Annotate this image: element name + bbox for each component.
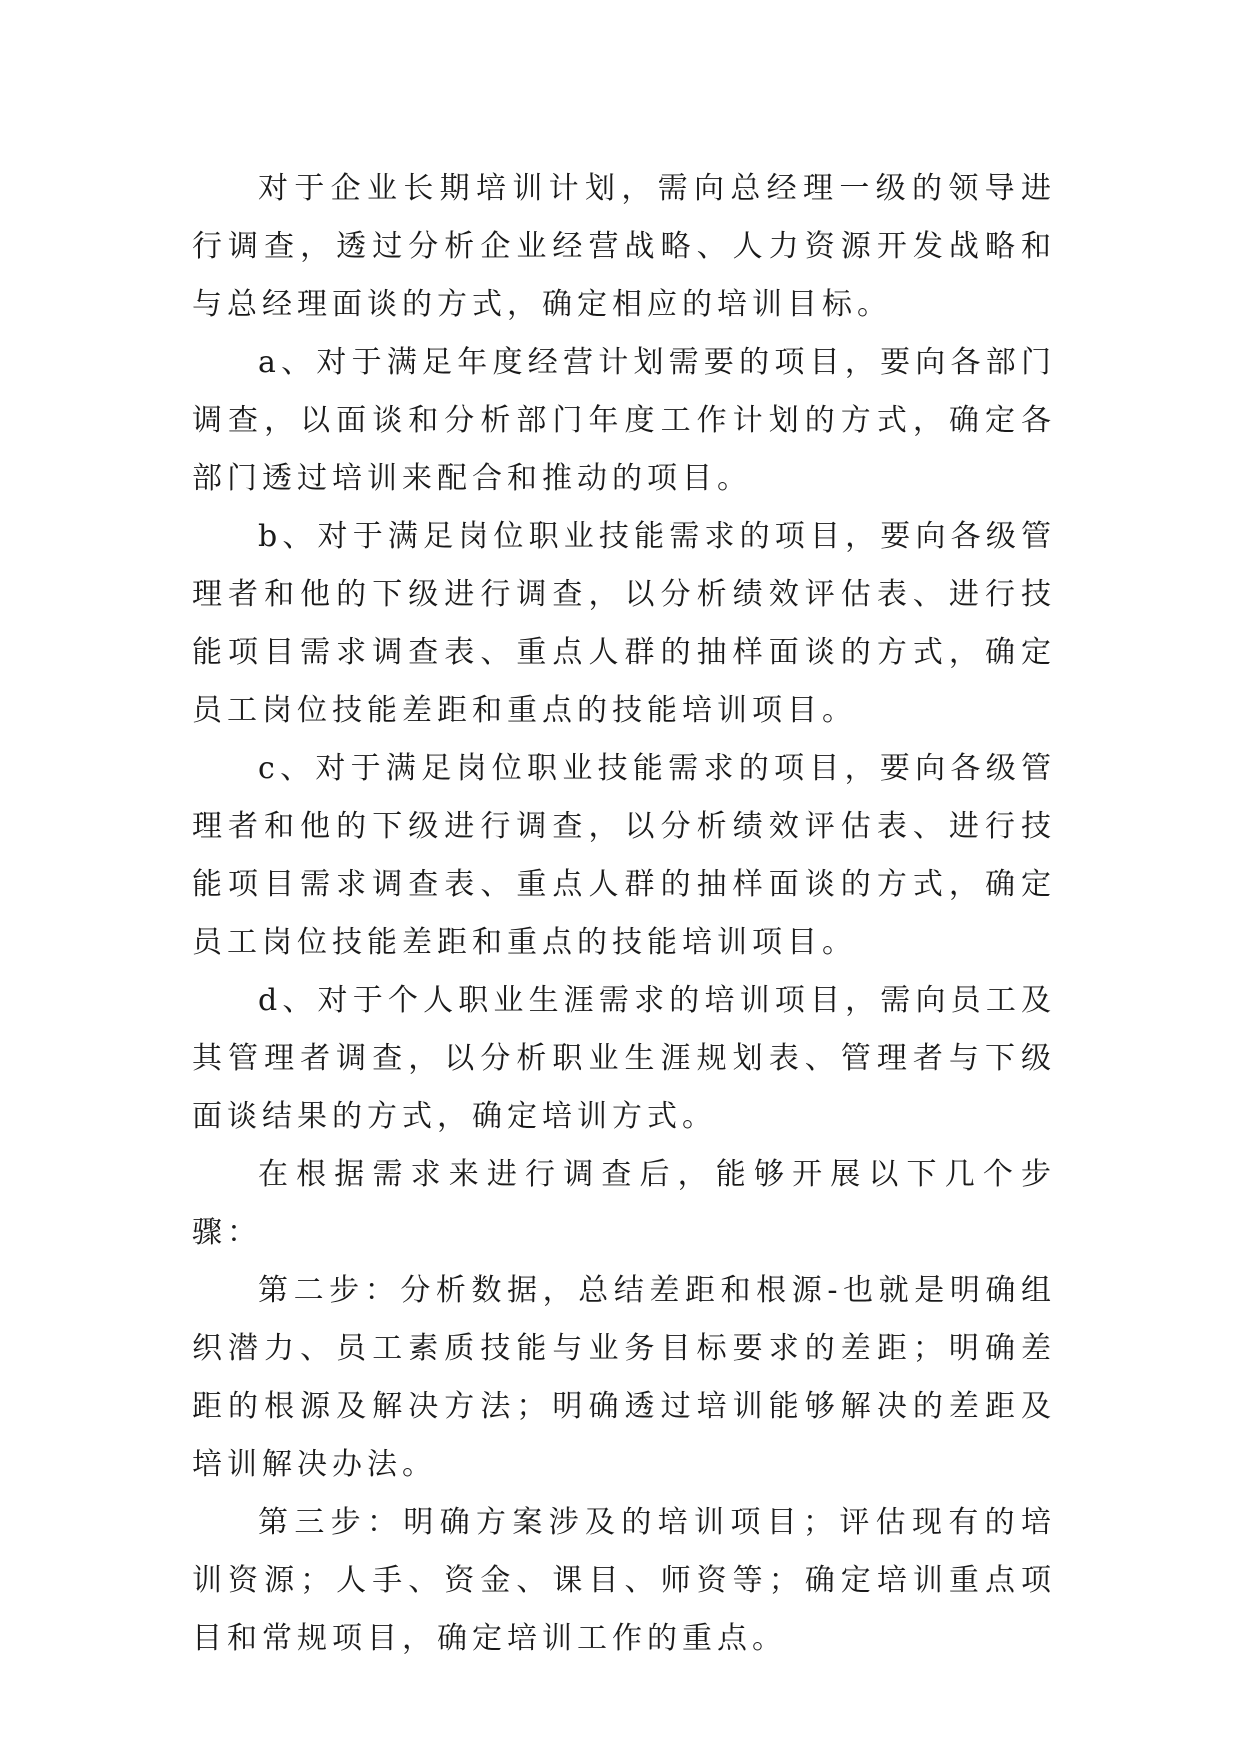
paragraph-long-term-plan: 对于企业长期培训计划，需向总经理一级的领导进行调查，透过分析企业经营战略、人力资源开发战略和与总经理面谈的方式，确定相应的培训目标。 bbox=[192, 171, 1056, 322]
paragraph-item-c: c、对于满足岗位职业技能需求的项目，要向各级管理者和他的下级进行调查，以分析绩效评估表、进行技能项目需求调查表、重点人群的抽样面谈的方式，确定员工岗位技能差距和重点的技能培训项目。 bbox=[192, 751, 1056, 960]
paragraph-item-d: d、对于个人职业生涯需求的培训项目，需向员工及其管理者调查，以分析职业生涯规划表、管理者与下级面谈结果的方式，确定培训方式。 bbox=[192, 983, 1056, 1134]
paragraph-item-b: b、对于满足岗位职业技能需求的项目，要向各级管理者和他的下级进行调查，以分析绩效评估表、进行技能项目需求调查表、重点人群的抽样面谈的方式，确定员工岗位技能差距和重点的技能培训项目。 bbox=[192, 519, 1056, 728]
document-body bbox=[192, 160, 1056, 1668]
paragraph-steps-intro: 在根据需求来进行调查后，能够开展以下几个步骤： bbox=[192, 1157, 1056, 1250]
paragraph-item-a: a、对于满足年度经营计划需要的项目，要向各部门调查，以面谈和分析部门年度工作计划的方式，确定各部门透过培训来配合和推动的项目。 bbox=[192, 345, 1056, 496]
paragraph-step-three: 第三步：明确方案涉及的培训项目；评估现有的培训资源；人手、资金、课目、师资等；确定培训重点项目和常规项目，确定培训工作的重点。 bbox=[192, 1505, 1056, 1656]
paragraph-step-two: 第二步：分析数据，总结差距和根源-也就是明确组织潜力、员工素质技能与业务目标要求的差距；明确差距的根源及解决方法；明确透过培训能够解决的差距及培训解决办法。 bbox=[192, 1273, 1056, 1482]
